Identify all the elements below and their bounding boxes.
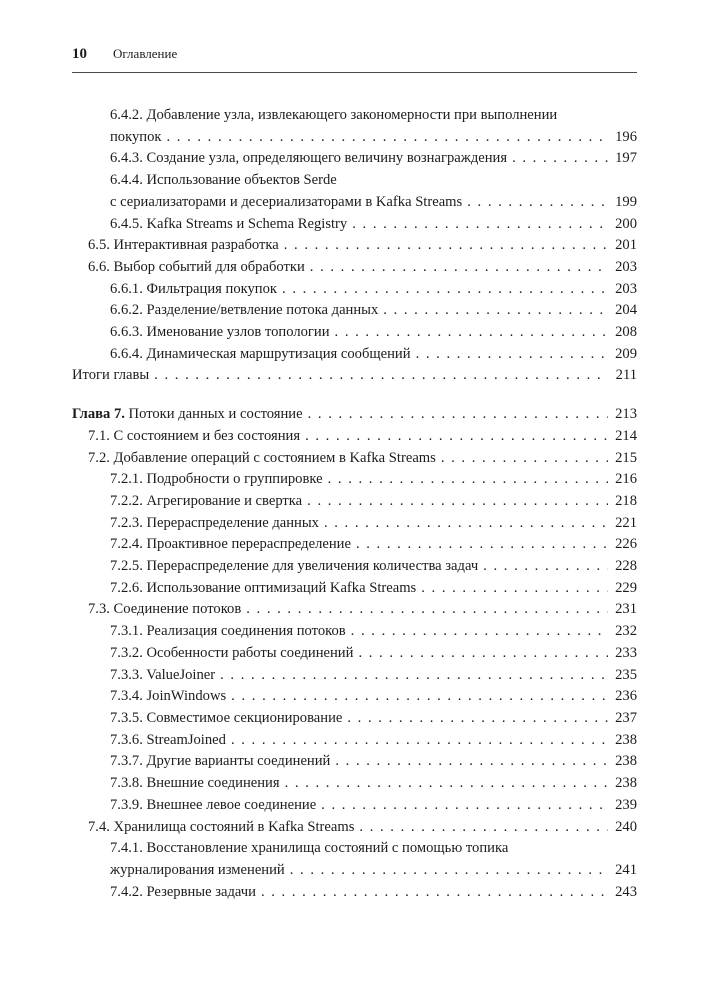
toc-entry-line [110, 127, 637, 149]
dot-leader [220, 665, 608, 687]
toc-entry-title: 7.3.6. StreamJoined [110, 731, 226, 748]
toc-entry-title: 7.3.5. Совместимое секционирование [110, 709, 343, 726]
dot-leader [284, 235, 608, 257]
toc-entry-line [110, 534, 637, 556]
toc-entry [72, 534, 637, 556]
toc-entry-line [110, 795, 637, 817]
toc-entry-line [110, 214, 637, 236]
dot-leader [467, 192, 608, 214]
dot-leader [261, 882, 608, 904]
toc-entry-line [110, 621, 637, 643]
toc-entry-page: 208 [615, 324, 637, 341]
toc-entry-line [110, 578, 637, 600]
dot-leader [359, 817, 608, 839]
toc-entry [72, 365, 637, 387]
toc-entry-page: 197 [615, 150, 637, 167]
toc-entry-line [110, 751, 637, 773]
page-number: 10 [72, 46, 87, 62]
toc-entry [72, 643, 637, 665]
toc-entry-title: 7.3.1. Реализация соединения потоков [110, 623, 346, 640]
dot-leader [307, 491, 608, 513]
toc-entry-line [110, 838, 637, 860]
toc-entry-line [72, 365, 637, 387]
dot-leader [347, 708, 608, 730]
toc-entry-page: 209 [615, 345, 637, 362]
toc-entry-title: 6.4.5. Kafka Streams и Schema Registry [110, 215, 348, 232]
toc-entry-line [88, 448, 637, 470]
toc-entry-page: 214 [615, 427, 637, 444]
dot-leader [282, 279, 608, 301]
toc-entry-line [110, 469, 637, 491]
toc-entry [72, 448, 637, 470]
toc-entry [72, 795, 637, 817]
dot-leader [352, 214, 608, 236]
toc-entry-bold-prefix: Глава 7. [72, 406, 125, 423]
dot-leader [290, 860, 608, 882]
dot-leader [324, 513, 608, 535]
toc-entry-title: 7.4.2. Резервные задачи [110, 883, 256, 900]
toc-entry-line [110, 192, 637, 214]
toc-entry-line [110, 148, 637, 170]
dot-leader [356, 534, 608, 556]
dot-leader [166, 127, 608, 149]
toc-entry-page: 238 [615, 753, 637, 770]
toc-entry-line [110, 322, 637, 344]
toc-entry-title: Глава 7. Потоки данных и состояние [72, 406, 303, 423]
toc-entry-title: 6.4.2. Добавление узла, извлекающего закономерности при выполнении [110, 107, 558, 123]
toc-entry [72, 404, 637, 426]
toc-entry-page: 213 [615, 406, 637, 423]
toc-entry-page: 241 [615, 861, 637, 878]
toc-entry-page: 218 [615, 492, 637, 509]
toc-entry-page: 203 [615, 258, 637, 275]
toc-entry [72, 708, 637, 730]
dot-leader [351, 621, 608, 643]
header-title: Оглавление [113, 46, 178, 61]
dot-leader [321, 795, 608, 817]
toc-entry-line [88, 817, 637, 839]
page-header [72, 46, 637, 72]
toc-entry-title: 7.4.1. Восстановление хранилища состояний с помощью топика [110, 840, 509, 857]
dot-leader [441, 448, 608, 470]
dot-leader [383, 300, 608, 322]
toc-entry-page: 204 [615, 302, 637, 319]
header-rule [72, 72, 637, 73]
toc-entry-line [110, 643, 637, 665]
toc-entry [72, 148, 637, 170]
dot-leader [512, 148, 608, 170]
toc-entry-line [110, 344, 637, 366]
toc-entry-page: 233 [615, 644, 637, 661]
toc-entry-line [110, 882, 637, 904]
toc-entry-line [110, 860, 637, 882]
toc-entry [72, 882, 637, 904]
toc-entry-title: 7.4. Хранилища состояний в Kafka Streams [88, 818, 355, 835]
dot-leader [421, 578, 608, 600]
toc-entry-line [110, 773, 637, 795]
toc-entry-page: 196 [615, 128, 637, 145]
dot-leader [246, 599, 608, 621]
toc-entry [72, 491, 637, 513]
toc-entry-title: 7.2.2. Агрегирование и свертка [110, 492, 303, 509]
toc-entry-page: 232 [615, 623, 637, 640]
dot-leader [358, 643, 608, 665]
toc-entry [72, 665, 637, 687]
toc-entry-title: 6.6.1. Фильтрация покупок [110, 280, 278, 297]
toc-entry-page: 199 [615, 193, 637, 210]
toc-entry-title: 6.5. Интерактивная разработка [88, 237, 279, 254]
toc-entry-page: 238 [615, 731, 637, 748]
toc-entry-title: 7.2.4. Проактивное перераспределение [110, 536, 351, 553]
toc-entry-title: 6.6.4. Динамическая маршрутизация сообщений [110, 345, 411, 362]
toc-entry-title: 7.3.8. Внешние соединения [110, 775, 280, 792]
toc-entry-page: 236 [615, 688, 637, 705]
toc-entry-page: 203 [615, 280, 637, 297]
toc-entry [72, 105, 637, 148]
toc-entry-page: 237 [615, 709, 637, 726]
toc-entry [72, 556, 637, 578]
dot-leader [154, 365, 608, 387]
toc-entry-line [88, 599, 637, 621]
dot-leader [305, 426, 608, 448]
toc-entry-line [88, 257, 637, 279]
toc-entry-line [110, 665, 637, 687]
toc-entry-title: 7.2.3. Перераспределение данных [110, 514, 319, 531]
toc-entry-line [110, 686, 637, 708]
toc-entry [72, 322, 637, 344]
toc-entry-line [110, 170, 637, 192]
toc-entry-line [110, 513, 637, 535]
toc-entry [72, 751, 637, 773]
toc-entry-title: журналирования изменений [110, 861, 285, 878]
toc-entry-title: с сериализаторами и десериализаторами в Kafka Streams [110, 193, 463, 210]
toc-entry-page: 226 [615, 536, 637, 553]
dot-leader [328, 469, 608, 491]
toc-entry [72, 621, 637, 643]
toc-entry-line [110, 730, 637, 752]
toc-entry [72, 686, 637, 708]
toc-entry [72, 838, 637, 881]
toc-entry-page: 229 [615, 579, 637, 596]
toc-entry-page: 200 [615, 215, 637, 232]
toc-entry-title: 7.3.2. Особенности работы соединений [110, 644, 354, 661]
dot-leader [231, 730, 608, 752]
toc-entry-page: 228 [615, 558, 637, 575]
toc-entry-title: 6.4.4. Использование объектов Serde [110, 172, 337, 189]
toc-entry-title: 6.4.3. Создание узла, определяющего величину вознаграждения [110, 150, 508, 167]
toc-entry-line [88, 235, 637, 257]
toc-entry [72, 235, 637, 257]
toc-entry-page: 238 [615, 775, 637, 792]
toc-entry [72, 817, 637, 839]
toc-entry-title: 7.1. С состоянием и без состояния [88, 427, 301, 444]
dot-leader [416, 344, 608, 366]
toc-entry-title: 7.3.7. Другие варианты соединений [110, 753, 331, 770]
toc-entry-page: 231 [615, 601, 637, 618]
toc-entry-line [110, 556, 637, 578]
toc-list [72, 105, 637, 903]
toc-entry-page: 215 [615, 449, 637, 466]
toc-entry-line [110, 491, 637, 513]
toc-entry [72, 300, 637, 322]
toc-entry [72, 344, 637, 366]
toc-entry-title: 7.2.5. Перераспределение для увеличения количества задач [110, 558, 479, 575]
toc-entry [72, 578, 637, 600]
toc-entry-title: 7.3.9. Внешнее левое соединение [110, 796, 317, 813]
toc-entry-page: 239 [615, 796, 637, 813]
dot-leader [308, 404, 608, 426]
toc-entry-title: 7.3. Соединение потоков [88, 601, 242, 618]
toc-entry-title: 7.2. Добавление операций с состоянием в Kafka Streams [88, 449, 436, 466]
toc-entry-line [110, 300, 637, 322]
dot-leader [335, 751, 608, 773]
toc-entry-line [110, 279, 637, 301]
toc-entry [72, 469, 637, 491]
toc-entry-title: покупок [110, 128, 162, 145]
toc-entry [72, 279, 637, 301]
dot-leader [285, 773, 608, 795]
toc-entry [72, 730, 637, 752]
toc-entry [72, 773, 637, 795]
toc-entry-title: 7.3.4. JoinWindows [110, 688, 227, 705]
toc-entry-title: 6.6.3. Именование узлов топологии [110, 324, 330, 341]
toc-entry-title: 6.6.2. Разделение/ветвление потока данных [110, 302, 379, 319]
dot-leader [483, 556, 608, 578]
toc-entry-page: 211 [615, 367, 637, 384]
dot-leader [335, 322, 608, 344]
toc-entry-line [110, 708, 637, 730]
toc-entry [72, 599, 637, 621]
toc-entry [72, 214, 637, 236]
toc-entry-title: 7.3.3. ValueJoiner [110, 666, 216, 683]
toc-entry-title: Итоги главы [72, 367, 150, 384]
dot-leader [310, 257, 608, 279]
toc-entry-page: 243 [615, 883, 637, 900]
toc-entry [72, 257, 637, 279]
toc-entry-line [110, 105, 637, 127]
toc-entry-page: 201 [615, 237, 637, 254]
toc-entry-page: 221 [615, 514, 637, 531]
toc-entry-title: 7.2.6. Использование оптимизаций Kafka Streams [110, 579, 417, 596]
toc-entry-page: 235 [615, 666, 637, 683]
toc-entry-page: 216 [615, 471, 637, 488]
toc-entry-page: 240 [615, 818, 637, 835]
toc-entry [72, 170, 637, 213]
toc-entry [72, 426, 637, 448]
toc-entry [72, 513, 637, 535]
toc-entry-line [88, 426, 637, 448]
toc-entry-title: 6.6. Выбор событий для обработки [88, 258, 305, 275]
dot-leader [231, 686, 608, 708]
toc-entry-title: 7.2.1. Подробности о группировке [110, 471, 323, 488]
toc-entry-line [72, 404, 637, 426]
